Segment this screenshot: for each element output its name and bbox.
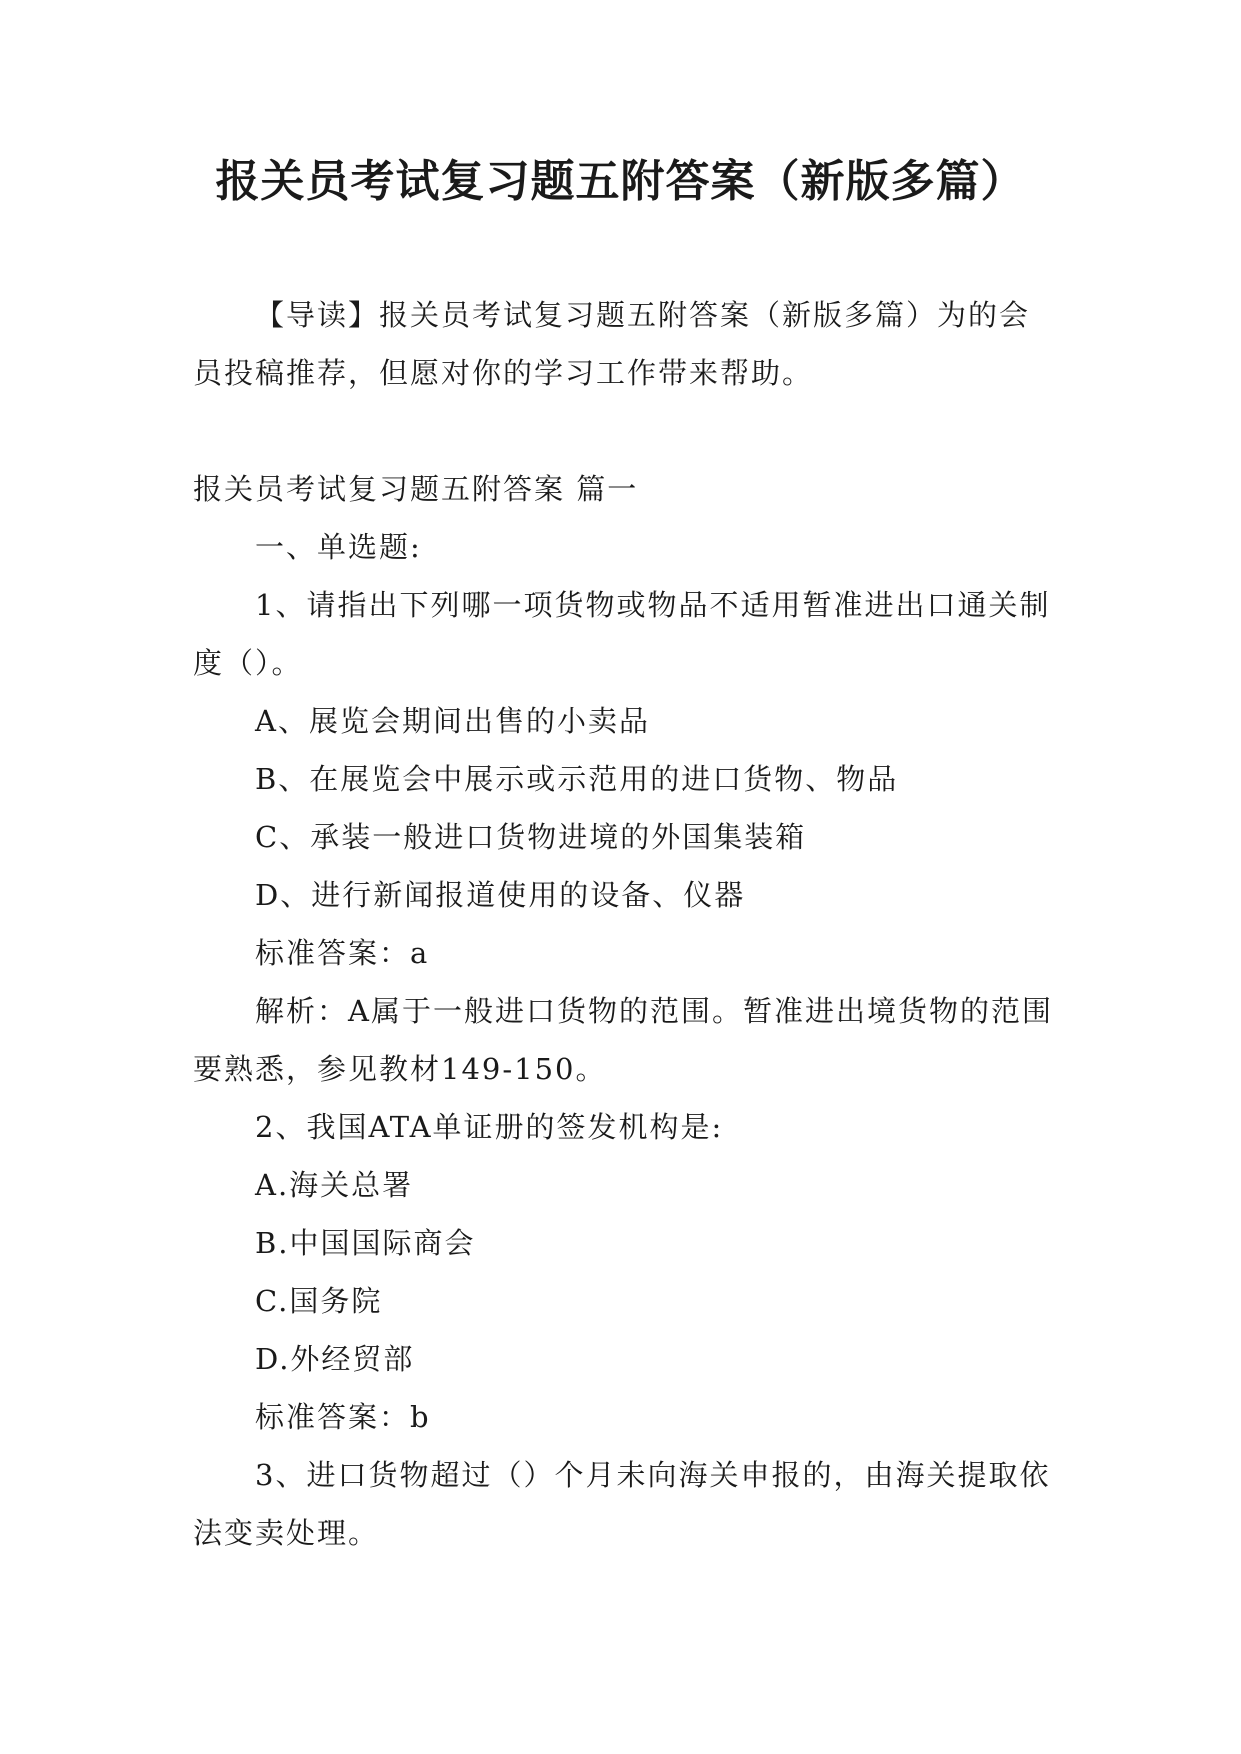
- question-1-option-d: D、进行新闻报道使用的设备、仪器: [255, 878, 746, 912]
- question-3: 3、进口货物超过（）个月未向海关申报的，由海关提取依法变卖处理。: [193, 1458, 1051, 1550]
- question-2-option-c: C.国务院: [255, 1284, 383, 1318]
- question-1-answer: 标准答案：a: [255, 936, 430, 970]
- intro-paragraph: 【导读】报关员考试复习题五附答案（新版多篇）为的会员投稿推荐，但愿对你的学习工作带来帮助。: [193, 298, 1031, 390]
- question-2-option-d: D.外经贸部: [255, 1342, 415, 1376]
- question-2-option-b: B.中国国际商会: [255, 1226, 476, 1260]
- question-1-option-b: B、在展览会中展示或示范用的进口货物、物品: [255, 762, 899, 796]
- question-1-option-c: C、承装一般进口货物进境的外国集装箱: [255, 820, 807, 854]
- question-2-option-a: A.海关总署: [255, 1168, 414, 1202]
- question-1-analysis: 解析：A属于一般进口货物的范围。暂准进出境货物的范围要熟悉，参见教材149-150。: [193, 994, 1053, 1086]
- section-heading: 报关员考试复习题五附答案 篇一: [193, 472, 639, 506]
- document-title: 报关员考试复习题五附答案（新版多篇）: [215, 156, 1026, 207]
- question-1: 1、请指出下列哪一项货物或物品不适用暂准进出口通关制度（）。: [193, 588, 1051, 680]
- question-2-answer: 标准答案：b: [255, 1400, 431, 1434]
- part-heading: 一、单选题:: [255, 530, 422, 564]
- question-2: 2、我国ATA单证册的签发机构是:: [255, 1110, 724, 1144]
- question-1-option-a: A、展览会期间出售的小卖品: [255, 704, 650, 738]
- document-body: [193, 286, 1055, 1562]
